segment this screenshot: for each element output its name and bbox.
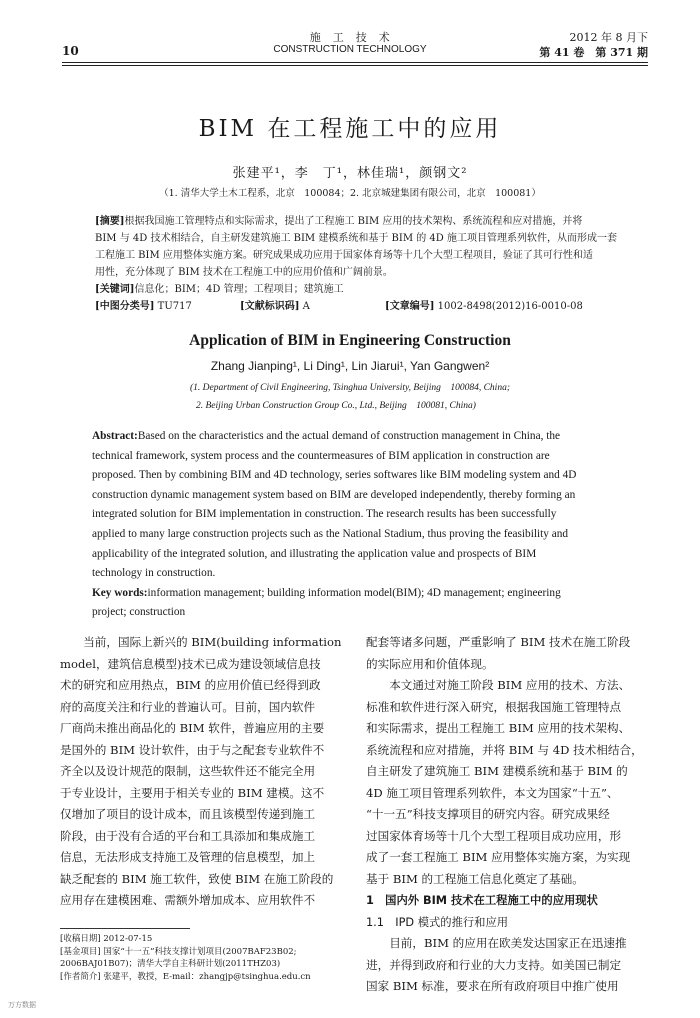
abstract-en-line: Based on the characteristics and the actual demand of construction management in China, the <box>137 430 561 442</box>
body-line: 应用存在建模困难、需额外增加成本、应用软件不 <box>60 893 316 907</box>
classification-row <box>95 298 625 315</box>
footnote-received: [收稿日期] 2012-07-15 <box>60 934 153 944</box>
keywords-cn: 信息化；BIM；4D 管理；工程项目；建筑施工 <box>134 284 344 295</box>
body-line: model，建筑信息模型)技术已成为建设领域信息技 <box>60 656 321 671</box>
abstract-cn-line: 工程施工 BIM 应用整体实施方案。研究成果成功应用于国家体育场等十几个大型工程项目，验证了其可行性和适 <box>95 250 593 261</box>
body-line: 标准和软件进行深入研究，根据我国施工管理特点 <box>366 699 622 714</box>
body-line: 是国外的 BIM 设计软件，由于与之配套专业软件不 <box>60 742 325 757</box>
journal-name-cn: 施 工 技 术 <box>309 31 391 44</box>
body-line: 府的高度关注和行业的普遍认可。目前，国内软件 <box>60 699 316 714</box>
clc-value: TU717 <box>157 301 192 312</box>
body-left-column <box>60 632 350 912</box>
journal-name-en: CONSTRUCTION TECHNOLOGY <box>273 44 427 55</box>
body-line: 当前，国际上新兴的 BIM(building information <box>60 635 342 649</box>
footnote-author: [作者简介] 张建平，教授，E-mail：zhangjp@tsinghua.edu.cn <box>60 971 311 982</box>
body-line: 成了一套工程施工 BIM 应用整体实施方案，为实现 <box>366 850 631 864</box>
affiliation-en-1: (1. Department of Civil Engineering, Tsinghua University, Beijing 100084, China; <box>190 383 510 393</box>
abstract-en-line: technical framework, system process and the countermeasures of BIM application in construction are <box>92 449 550 462</box>
abstract-en-line: applied to many large construction projects such as the National Stadium, thus proving the feasibility and <box>92 527 569 540</box>
keywords-en-label: Key words: <box>92 586 148 599</box>
body-line: 术的研究和应用热点，BIM 的应用价值已经得到政 <box>60 678 321 692</box>
abstract-cn-label: [摘要] <box>95 216 125 227</box>
body-line: 国家 BIM 标准，要求在所有政府项目中推广使用 <box>366 979 619 993</box>
abstract-en-line: technology in construction. <box>92 567 216 580</box>
affiliations-cn: （1. 清华大学土木工程系，北京 100084；2. 北京城建集团有限公司，北京 100081） <box>159 188 541 199</box>
affiliation-en-2: 2. Beijing Urban Construction Group Co., Ltd., Beijing 100081, China) <box>196 401 476 411</box>
authors-cn: 张建平¹，李 丁¹，林佳瑞¹，颜钢文² <box>232 166 468 181</box>
body-line: 过国家体育场等十几个大型工程项目成功应用，形 <box>366 828 622 843</box>
keywords-cn-label: [关键词] <box>95 284 135 295</box>
body-line: 进，并得到政府和行业的大力支持。如美国已制定 <box>366 957 622 972</box>
abstract-en-line: construction dynamic management system based on BIM are developed independently, thereby forming an <box>92 488 576 501</box>
footnote-funding: [基金项目] 国家“十一五”科技支撑计划项目(2007BAF23B02; <box>60 946 297 957</box>
body-line: 的实际应用和价值体现。 <box>366 656 494 671</box>
body-line: 齐全以及设计规范的限制，这些软件还不能完全用 <box>60 764 316 778</box>
body-line: 阶段，由于没有合适的平台和工具添加和集成施工 <box>60 828 316 843</box>
body-line: 于专业设计，主要用于相关专业的 BIM 建模。这不 <box>60 785 325 800</box>
clc-label: [中图分类号] <box>95 301 155 312</box>
title-cn: BIM 在工程施工中的应用 <box>198 116 502 142</box>
abstract-cn-line: 根据我国施工管理特点和实际需求，提出了工程施工 BIM 应用的技术架构、系统流程和应对措施，并将 <box>124 216 583 227</box>
body-line: “十一五”科技支撑项目的研究内容。研究成果经 <box>366 807 610 821</box>
body-line: 基于 BIM 的工程施工信息化奠定了基础。 <box>366 871 584 886</box>
footnotes <box>60 933 360 983</box>
body-right-column <box>366 632 656 998</box>
body-line: 本文通过对施工阶段 BIM 应用的技术、方法、 <box>366 678 631 692</box>
section-heading-1: 1 国内外 BIM 技术在工程施工中的应用现状 <box>366 894 598 907</box>
body-line: 目前，BIM 的应用在欧美发达国家正在迅速推 <box>366 936 627 950</box>
body-line: 仅增加了项目的设计成本，而且该模型传递到施工 <box>60 807 316 821</box>
abstract-en-label: Abstract: <box>92 430 138 442</box>
body-line: 配套等诸多问题，严重影响了 BIM 技术在施工阶段 <box>366 635 631 649</box>
abstract-en-line: proposed. Then by combining BIM and 4D technology, series softwares like BIM modeling system and 4D <box>92 469 577 482</box>
body-line: 自主研发了建筑施工 BIM 建模系统和基于 BIM 的 <box>366 764 628 778</box>
header-rule <box>62 62 648 63</box>
abstract-en-line: applicability of the integrated solution, and illustrating the application value and prospects of BIM <box>92 547 537 560</box>
keywords-en-line: information management; building information model(BIM); 4D management; engineering <box>147 586 561 599</box>
authors-en: Zhang Jianping¹, Li Ding¹, Lin Jiarui¹, Yan Gangwen² <box>210 359 490 373</box>
body-line: 和实际需求，提出工程施工 BIM 应用的技术架构、 <box>366 721 631 735</box>
footnote-funding-cont: 2006BAJ01B07)；清华大学自主科研计划(2011THZ03) <box>60 959 281 969</box>
body-line: 4D 施工项目管理系列软件，本文为国家“十五”、 <box>366 785 619 800</box>
watermark: 万方数据 <box>8 1001 36 1009</box>
header-rule-thin <box>62 65 648 66</box>
abstract-cn-line: BIM 与 4D 技术相结合，自主研发建筑施工 BIM 建模系统和基于 BIM 的 4D 施工项目管理系列软件，从而形成一套 <box>95 233 617 244</box>
article-number-label: [文章编号] <box>385 301 435 312</box>
abstract-en <box>92 427 628 623</box>
body-line: 系统流程和应对措施，并将 BIM 与 4D 技术相结合， <box>366 742 643 757</box>
keywords-en-line: project; construction <box>92 606 186 619</box>
section-heading-1-1: 1.1 IPD 模式的推行和应用 <box>366 915 509 929</box>
issue-volume: 第 41 卷 第 371 期 <box>539 46 648 59</box>
body-line: 信息，无法形成支持施工及管理的信息模型，加上 <box>60 850 316 864</box>
doc-code-label: [文献标识码] <box>240 301 300 312</box>
article-number-value: 1002-8498(2012)16-0010-08 <box>437 301 583 312</box>
doc-code-value: A <box>302 301 310 312</box>
abstract-cn <box>95 213 625 315</box>
abstract-en-line: integrated solution for BIM implementation in construction. The research results has been successfully <box>92 508 557 521</box>
body-line: 缺乏配套的 BIM 施工软件，致使 BIM 在施工阶段的 <box>60 871 334 886</box>
body-line: 厂商尚未推出商品化的 BIM 软件，普遍应用的主要 <box>60 721 325 735</box>
footnote-rule <box>60 928 190 929</box>
page-number: 10 <box>62 44 79 58</box>
title-en: Application of BIM in Engineering Construction <box>189 332 511 349</box>
abstract-cn-line: 用性，充分体现了 BIM 技术在工程施工中的应用价值和广阔前景。 <box>95 267 393 278</box>
issue-date: 2012 年 8 月下 <box>569 31 648 44</box>
